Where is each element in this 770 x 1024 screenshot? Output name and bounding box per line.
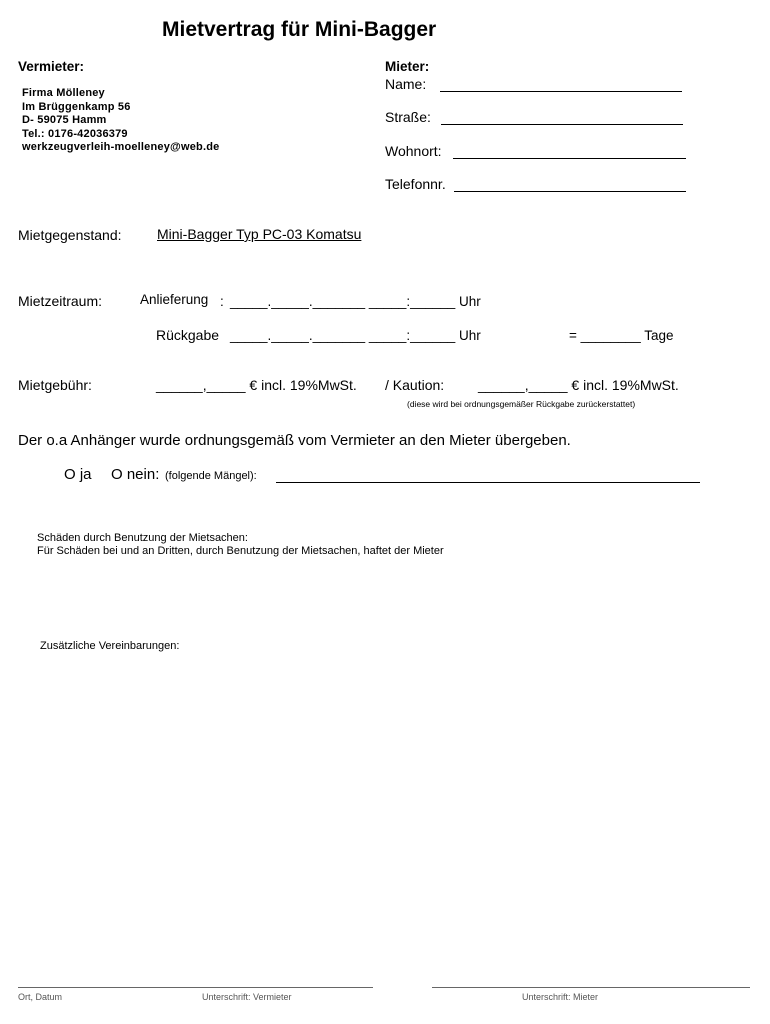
tenant-city-field[interactable]: [453, 158, 686, 159]
damages-heading: Schäden durch Benutzung der Mietsachen:: [37, 532, 248, 544]
return-label: Rückgabe: [156, 327, 220, 343]
damages-text: Für Schäden bei und an Dritten, durch Benutzung der Mietsachen, haftet der Mieter: [37, 545, 444, 557]
additional-label: Zusätzliche Vereinbarungen:: [40, 640, 180, 652]
landlord-signature-label: Unterschrift: Vermieter: [202, 992, 292, 1002]
handover-yes-option[interactable]: O ja: [64, 466, 92, 483]
landlord-signature-line[interactable]: [18, 987, 373, 988]
landlord-city: D- 59075 Hamm: [22, 114, 107, 127]
deposit-value[interactable]: ______,_____ € incl. 19%MwSt.: [478, 377, 679, 393]
rental-days[interactable]: = ________ Tage: [569, 328, 674, 343]
deposit-note: (diese wird bei ordnungsgemäßer Rückgabe zurückerstattet): [407, 399, 636, 409]
tenant-phone-field[interactable]: [454, 191, 686, 192]
tenant-street-label: Straße:: [385, 109, 431, 125]
deposit-label: / Kaution:: [385, 377, 445, 393]
defects-field[interactable]: [276, 482, 700, 483]
tenant-city-label: Wohnort:: [385, 143, 442, 159]
handover-statement: Der o.a Anhänger wurde ordnungsgemäß vom Vermieter an den Mieter übergeben.: [18, 432, 571, 449]
period-label: Mietzeitraum:: [18, 293, 103, 309]
tenant-phone-label: Telefonnr.: [385, 176, 446, 192]
tenant-signature-line[interactable]: [432, 987, 750, 988]
landlord-company: Firma Mölleney: [22, 87, 105, 99]
tenant-name-field[interactable]: [440, 91, 682, 92]
tenant-name-label: Name:: [385, 76, 427, 92]
delivery-fields[interactable]: _____._____._______ _____:______ Uhr: [230, 294, 481, 309]
tenant-signature-label: Unterschrift: Mieter: [522, 992, 599, 1002]
object-value: Mini-Bagger Typ PC-03 Komatsu: [157, 226, 362, 242]
handover-no-option[interactable]: O nein:: [111, 466, 160, 483]
return-fields[interactable]: _____._____._______ _____:______ Uhr: [230, 328, 481, 343]
delivery-label: Anlieferung: [140, 292, 209, 307]
fee-value[interactable]: ______,_____ € incl. 19%MwSt.: [156, 377, 357, 393]
landlord-phone: Tel.: 0176-42036379: [22, 127, 128, 140]
object-label: Mietgegenstand:: [18, 227, 122, 243]
landlord-street: Im Brüggenkamp 56: [22, 100, 131, 113]
tenant-label: Mieter:: [385, 59, 430, 74]
page-title: Mietvertrag für Mini-Bagger: [162, 18, 437, 41]
landlord-label: Vermieter:: [18, 59, 85, 74]
fee-label: Mietgebühr:: [18, 377, 92, 393]
defects-label: (folgende Mängel):: [165, 470, 257, 482]
landlord-address: [22, 87, 219, 155]
landlord-email: werkzeugverleih-moelleney@web.de: [22, 141, 220, 154]
delivery-colon: :: [220, 294, 224, 309]
place-date-label: Ort, Datum: [18, 992, 63, 1002]
tenant-street-field[interactable]: [441, 124, 683, 125]
